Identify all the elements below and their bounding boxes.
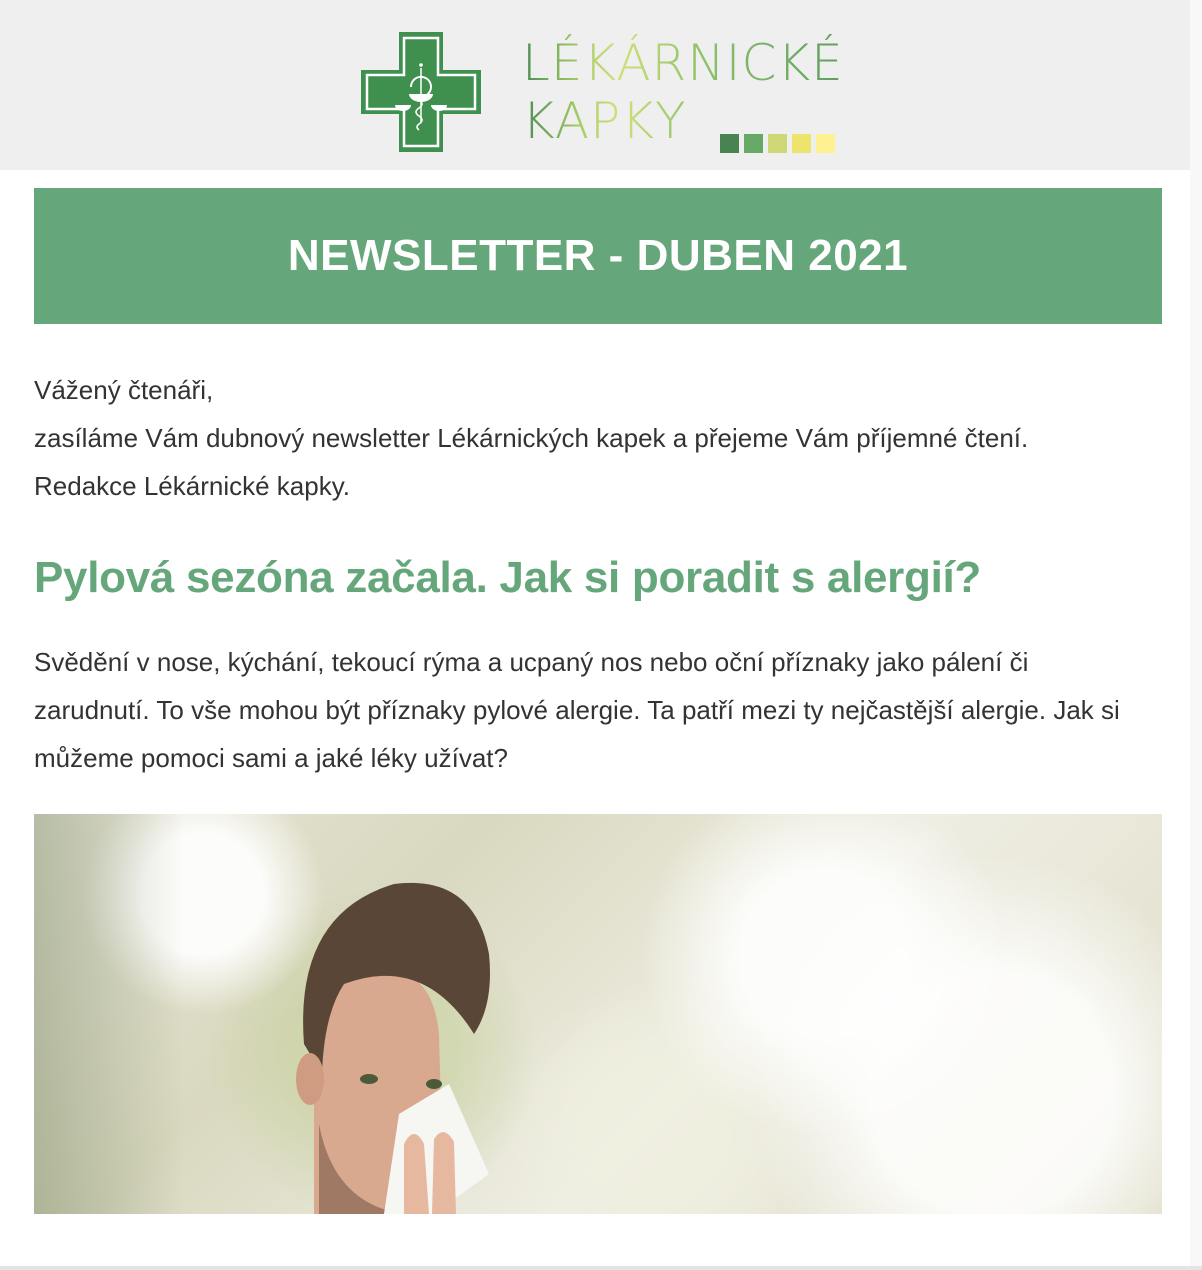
scrollbar-track[interactable] — [1190, 0, 1202, 1270]
article-lead: Svědění v nose, kýchání, tekoucí rýma a ucpaný nos nebo oční příznaky jako pálení či zarudnutí. To vše mohou být příznaky pylové alergie. Ta patří mezi ty nejčastější alergie. Jak si můžeme pomoci sami a jaké léky užívat? — [34, 647, 1120, 773]
article-title[interactable]: Pylová sezóna začala. Jak si poradit s alergií? — [34, 553, 982, 602]
newsletter-banner — [34, 188, 1162, 324]
newsletter-header — [0, 0, 1190, 170]
blossom-branch-graphic — [34, 814, 184, 1214]
swatch-3 — [768, 134, 787, 153]
banner-title: NEWSLETTER - DUBEN 2021 — [287, 231, 909, 280]
swatch-5 — [816, 134, 835, 153]
logo-color-swatches — [720, 134, 835, 153]
newsletter-body — [34, 188, 1162, 1214]
bottom-edge — [0, 1266, 1202, 1270]
logo-line-1: LÉKÁRNICKÉ — [522, 34, 844, 92]
pharmacy-cross-icon — [359, 30, 483, 154]
swatch-2 — [744, 134, 763, 153]
intro-signature: Redakce Lékárnické kapky. — [34, 471, 351, 501]
intro-greeting: Vážený čtenáři, — [34, 375, 214, 405]
logo[interactable] — [359, 30, 844, 154]
swatch-4 — [792, 134, 811, 153]
swatch-1 — [720, 134, 739, 153]
intro-section — [34, 366, 1162, 510]
logo-wordmark — [522, 34, 844, 150]
article-hero-image[interactable] — [34, 814, 1162, 1214]
logo-line-2: KAPKY — [522, 92, 687, 150]
intro-body: zasíláme Vám dubnový newsletter Lékárnických kapek a přejeme Vám příjemné čtení. — [34, 423, 1029, 453]
sneezing-man-illustration — [274, 874, 594, 1214]
